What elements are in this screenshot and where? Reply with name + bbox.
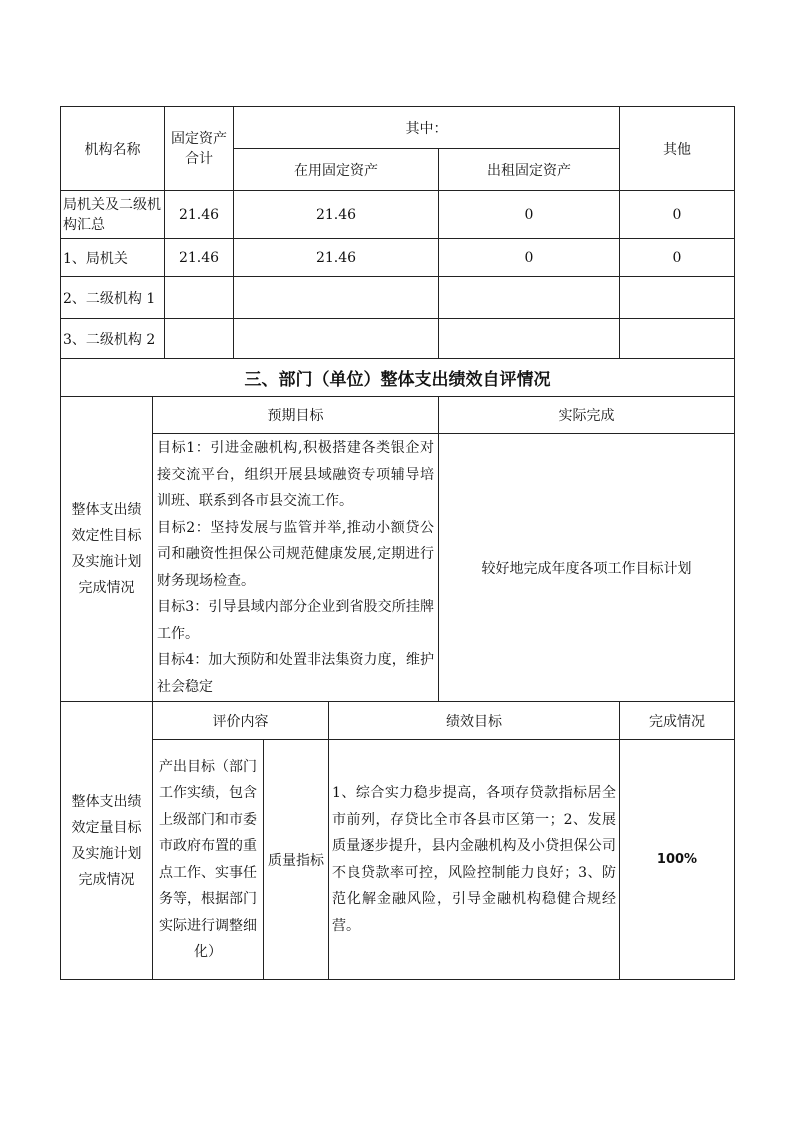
row-org-name: 局机关及二级机构汇总	[61, 191, 165, 239]
goal-item: 目标4：加大预防和处置非法集资力度，维护社会稳定	[157, 652, 434, 695]
row-rented: 0	[439, 239, 620, 277]
performance-target-header: 绩效目标	[329, 702, 620, 740]
completion-value: 100%	[620, 740, 735, 980]
quality-indicator: 质量指标	[264, 740, 329, 980]
header-of-which: 其中：	[234, 107, 620, 149]
table-row	[61, 191, 735, 239]
row-total: 21.46	[165, 239, 234, 277]
table-row	[61, 239, 735, 277]
row-in-use	[234, 277, 439, 319]
header-total-assets: 固定资产合计	[165, 107, 234, 191]
row-org-name: 3、二级机构 2	[61, 319, 165, 359]
row-in-use: 21.46	[234, 191, 439, 239]
quantitative-label: 整体支出绩效定量目标及实施计划完成情况	[61, 702, 153, 980]
section-title: 三、部门（单位）整体支出绩效自评情况	[61, 359, 735, 397]
output-target: 产出目标（部门工作实绩，包含上级部门和市委市政府布置的重点工作、实事任务等，根据部门实际进行调整细化）	[153, 740, 264, 980]
header-rented-assets: 出租固定资产	[439, 149, 620, 191]
row-rented: 0	[439, 191, 620, 239]
completion-header: 完成情况	[620, 702, 735, 740]
actual-completion-header: 实际完成	[439, 397, 735, 434]
expected-goals-header: 预期目标	[153, 397, 439, 434]
header-org-name: 机构名称	[61, 107, 165, 191]
row-org-name: 1、局机关	[61, 239, 165, 277]
row-other: 0	[620, 239, 735, 277]
row-in-use	[234, 319, 439, 359]
row-other	[620, 277, 735, 319]
row-org-name: 2、二级机构 1	[61, 277, 165, 319]
expected-goals-list	[153, 434, 439, 702]
actual-completion-text: 较好地完成年度各项工作目标计划	[439, 434, 735, 702]
performance-target-text: 1、综合实力稳步提高，各项存贷款指标居全市前列，存贷比全市各县市区第一；2、发展质量逐步提升，县内金融机构及小贷担保公司不良贷款率可控，风险控制能力良好；3、防范化解金融风险，引导金融机构稳健合规经营。	[329, 740, 620, 980]
row-in-use: 21.46	[234, 239, 439, 277]
row-total	[165, 277, 234, 319]
row-total	[165, 319, 234, 359]
row-other	[620, 319, 735, 359]
row-rented	[439, 319, 620, 359]
table-row	[61, 319, 735, 359]
table-row	[61, 277, 735, 319]
header-other: 其他	[620, 107, 735, 191]
goal-item: 目标1：引进金融机构,积极搭建各类银企对接交流平台，组织开展县域融资专项辅导培训班、联系到各市县交流工作。	[157, 440, 434, 509]
eval-content-header: 评价内容	[153, 702, 329, 740]
row-total: 21.46	[165, 191, 234, 239]
goal-item: 目标2：坚持发展与监管并举,推动小额贷公司和融资性担保公司规范健康发展,定期进行财务现场检查。	[157, 519, 434, 589]
header-in-use-assets: 在用固定资产	[234, 149, 439, 191]
row-rented	[439, 277, 620, 319]
goal-item: 目标3：引导县域内部分企业到省股交所挂牌工作。	[157, 599, 434, 642]
qualitative-label: 整体支出绩效定性目标及实施计划完成情况	[61, 397, 153, 702]
performance-report-table	[60, 106, 734, 980]
row-other: 0	[620, 191, 735, 239]
